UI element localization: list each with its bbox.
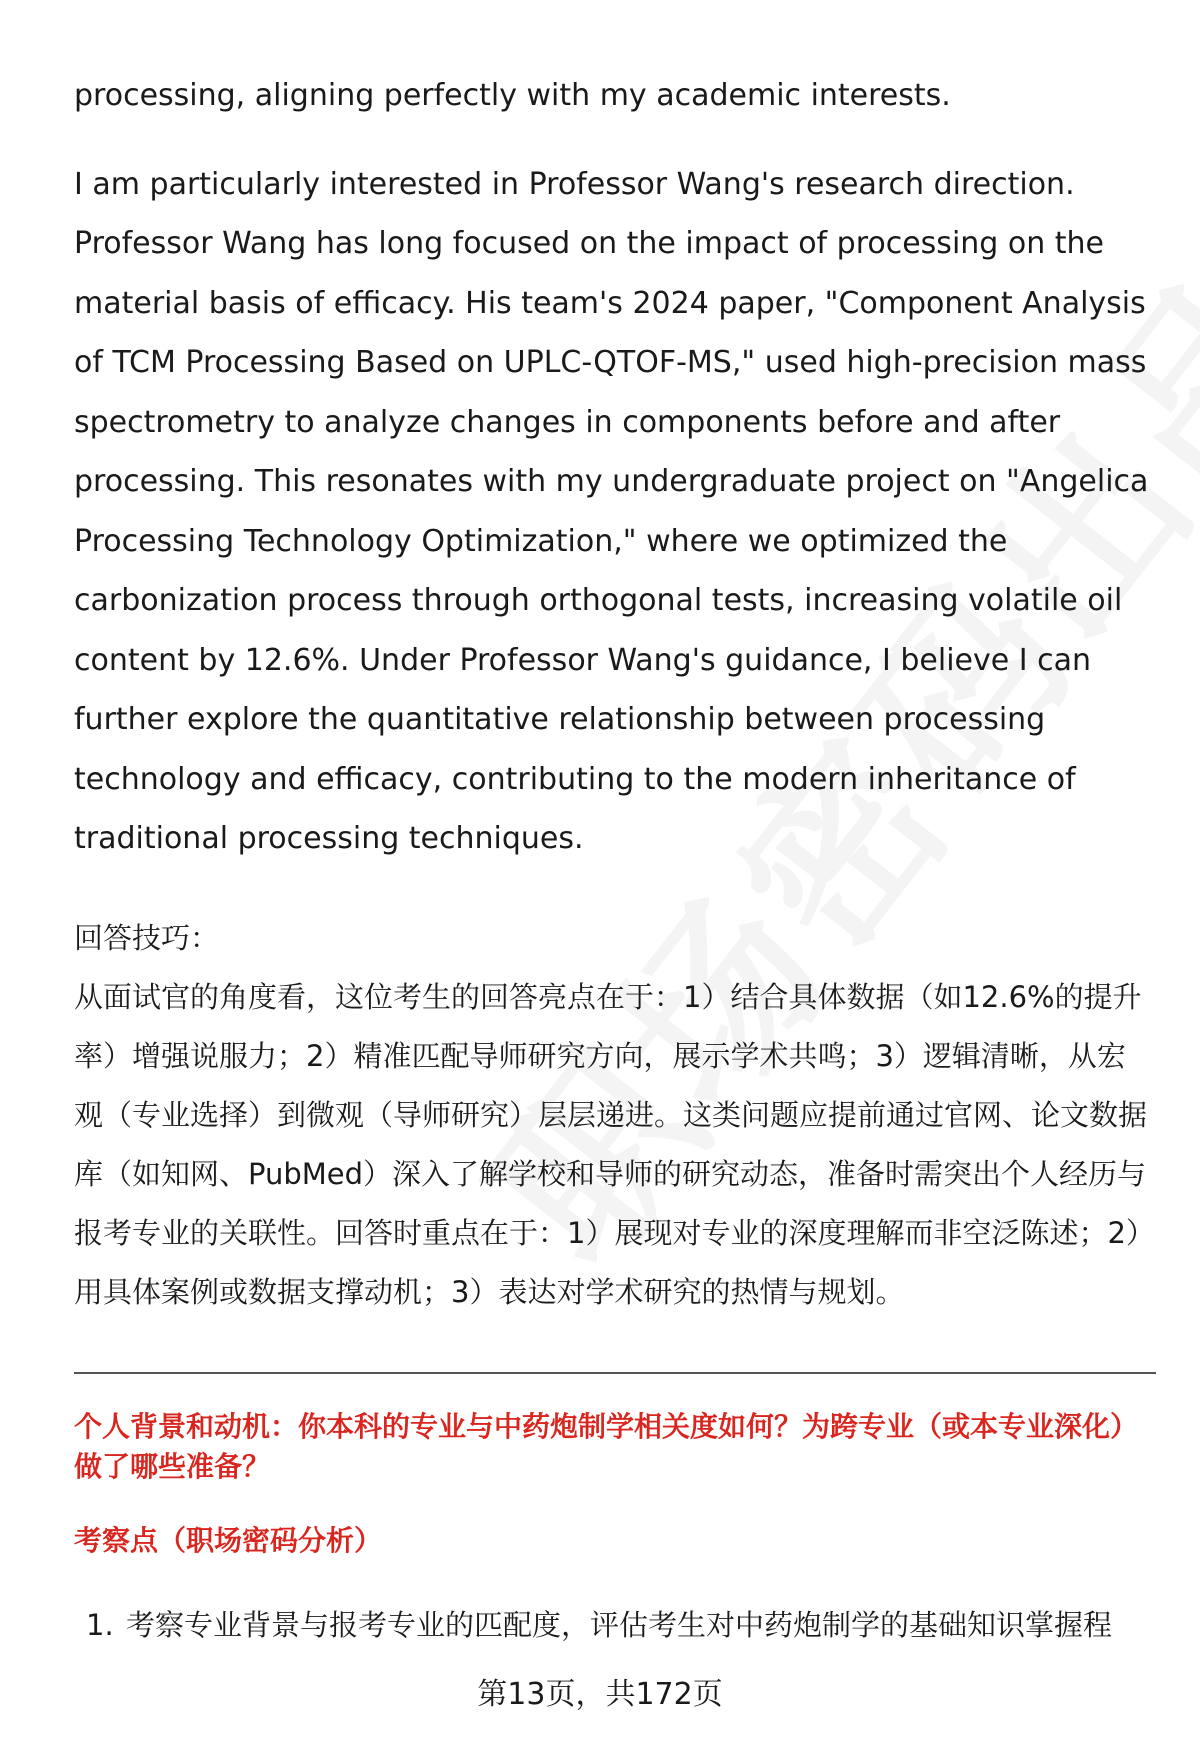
section-heading: 考察点（职场密码分析） bbox=[74, 1523, 383, 1557]
paragraph-2: I am particularly interested in Professor Wang's research direction. Professor Wang has long focused on the impact of processing on the material basis of efficacy. His team's 2024 paper, "Component Analysis of TCM Processing Based on UPLC-QTOF-MS," used high-precision mass spectrometry to analyze changes in components before and after processing. This resonates with my undergraduate project on "Angelica Processing Technology Optimization," where we optimized the carbonization process through orthogonal tests, increasing volatile oil content by 12.6%. Under Professor Wang's guidance, I believe I can further explore the quantitative relationship between processing technology and efficacy, contributing to the modern inheritance of traditional processing techniques. bbox=[74, 166, 1149, 856]
tips-label: 回答技巧： bbox=[74, 920, 220, 955]
list-item bbox=[86, 1605, 1149, 1645]
list-item-text: 考察专业背景与报考专业的匹配度，评估考生对中药炮制学的基础知识掌握程 bbox=[126, 1607, 1113, 1642]
list-item-number: 1. bbox=[86, 1607, 114, 1642]
page-footer: 第13页，共172页 bbox=[477, 1677, 723, 1712]
document-body bbox=[74, 66, 1149, 1645]
tips-body: 从面试官的角度看，这位考生的回答亮点在于：1）结合具体数据（如12.6%的提升率）增强说服力；2）精准匹配导师研究方向，展示学术共鸣；3）逻辑清晰，从宏观（专业选择）到微观（导师研究）层层递进。这类问题应提前通过官网、论文数据库（如知网、PubMed）深入了解学校和导师的研究动态，准备时需突出个人经历与报考专业的关联性。回答时重点在于：1）展现对专业的深度理解而非空泛陈述；2）用具体案例或数据支撑动机；3）表达对学术研究的热情与规划。 bbox=[74, 979, 1148, 1309]
section-divider bbox=[74, 1372, 1156, 1374]
question-heading: 个人背景和动机：你本科的专业与中药炮制学相关度如何？为跨专业（或本专业深化）做了哪些准备？ bbox=[74, 1409, 1139, 1483]
paragraph-1: processing, aligning perfectly with my academic interests. bbox=[74, 78, 951, 113]
